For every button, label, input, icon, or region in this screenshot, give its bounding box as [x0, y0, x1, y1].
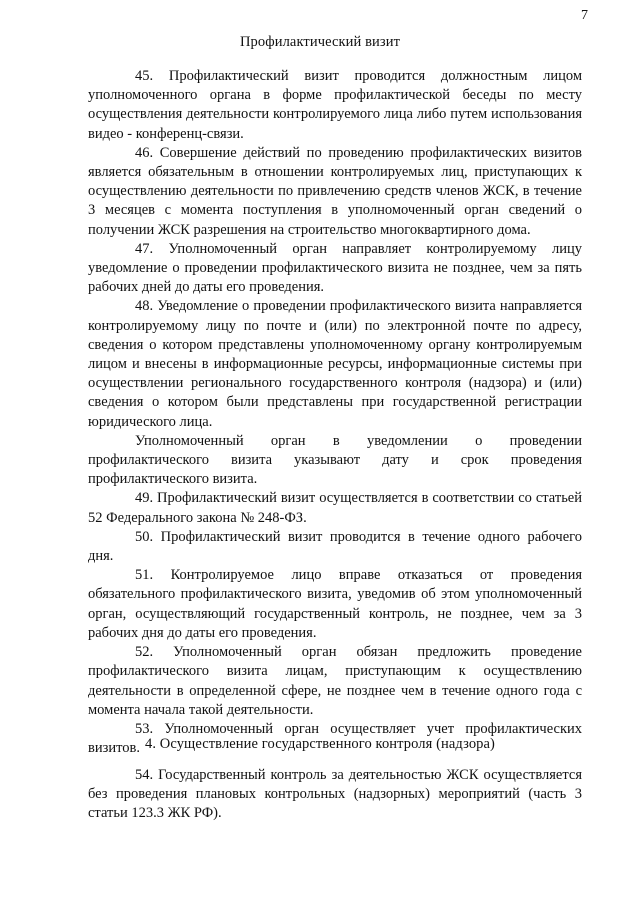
- paragraph-48-continued: Уполномоченный орган в уведомлении о проведении профилактического визита указывают дату и срок проведения профилактического визита.: [88, 432, 582, 488]
- paragraph-51: 51. Контролируемое лицо вправе отказаться от проведения обязательного профилактического визита, уведомив об этом уполномоченный орган, осуществляющий государственный контроль, не позднее, чем за 3 рабочих дня до даты его проведения.: [88, 567, 582, 641]
- paragraph-50: 50. Профилактический визит проводится в течение одного рабочего дня.: [88, 528, 582, 565]
- paragraph-47: 47. Уполномоченный орган направляет контролируемому лицу уведомление о проведении профилактического визита не позднее, чем за пять рабочих дней до даты его проведения.: [88, 240, 582, 296]
- paragraph-46: 46. Совершение действий по проведению профилактических визитов является обязательным в отношении контролируемых лиц, приступающих к осуществлению деятельности по привлечению средств членов ЖСК, в течение 3 месяцев с момента поступления в уполномоченный орган сведений о получении ЖСК разрешения на строительство многоквартирного дома.: [88, 144, 582, 238]
- paragraph-54: 54. Государственный контроль за деятельностью ЖСК осуществляется без проведения плановых контрольных (надзорных) мероприятий (часть 3 статьи 123.3 ЖК РФ).: [88, 767, 582, 822]
- paragraph-53: 53. Уполномоченный орган осуществляет учет профилактических визитов.: [88, 720, 582, 757]
- paragraph-52: 52. Уполномоченный орган обязан предложить проведение профилактического визита лицам, приступающим к осуществлению деятельности в определенной сфере, не позднее чем в течение одного года с момента начала такой деятельности.: [88, 644, 582, 718]
- paragraph-45: 45. Профилактический визит проводится должностным лицом уполномоченного органа в форме профилактической беседы по месту осуществления деятельности контролируемого лица либо путем использования видео - конференц-связи.: [88, 68, 582, 142]
- section-body: [88, 67, 582, 758]
- paragraph-48: 48. Уведомление о проведении профилактического визита направляется контролируемому лицу по почте и (или) по электронной почте по адресу, сведения о котором представлены уполномоченному органу контролируемым лицом и внесены в информационные ресурсы, информационные системы при осуществлении регионального государственного контроля (надзора) и (или) сведения о котором были представлены при государственной регистрации юридического лица.: [88, 298, 582, 430]
- section2-title: 4. Осуществление государственного контроля (надзора): [144, 736, 495, 752]
- page-number: 7: [581, 8, 588, 23]
- section-title: Профилактический визит: [239, 34, 401, 50]
- paragraph-49: 49. Профилактический визит осуществляется в соответствии со статьей 52 Федерального закона № 248-ФЗ.: [88, 490, 582, 526]
- section2-body: [88, 766, 582, 824]
